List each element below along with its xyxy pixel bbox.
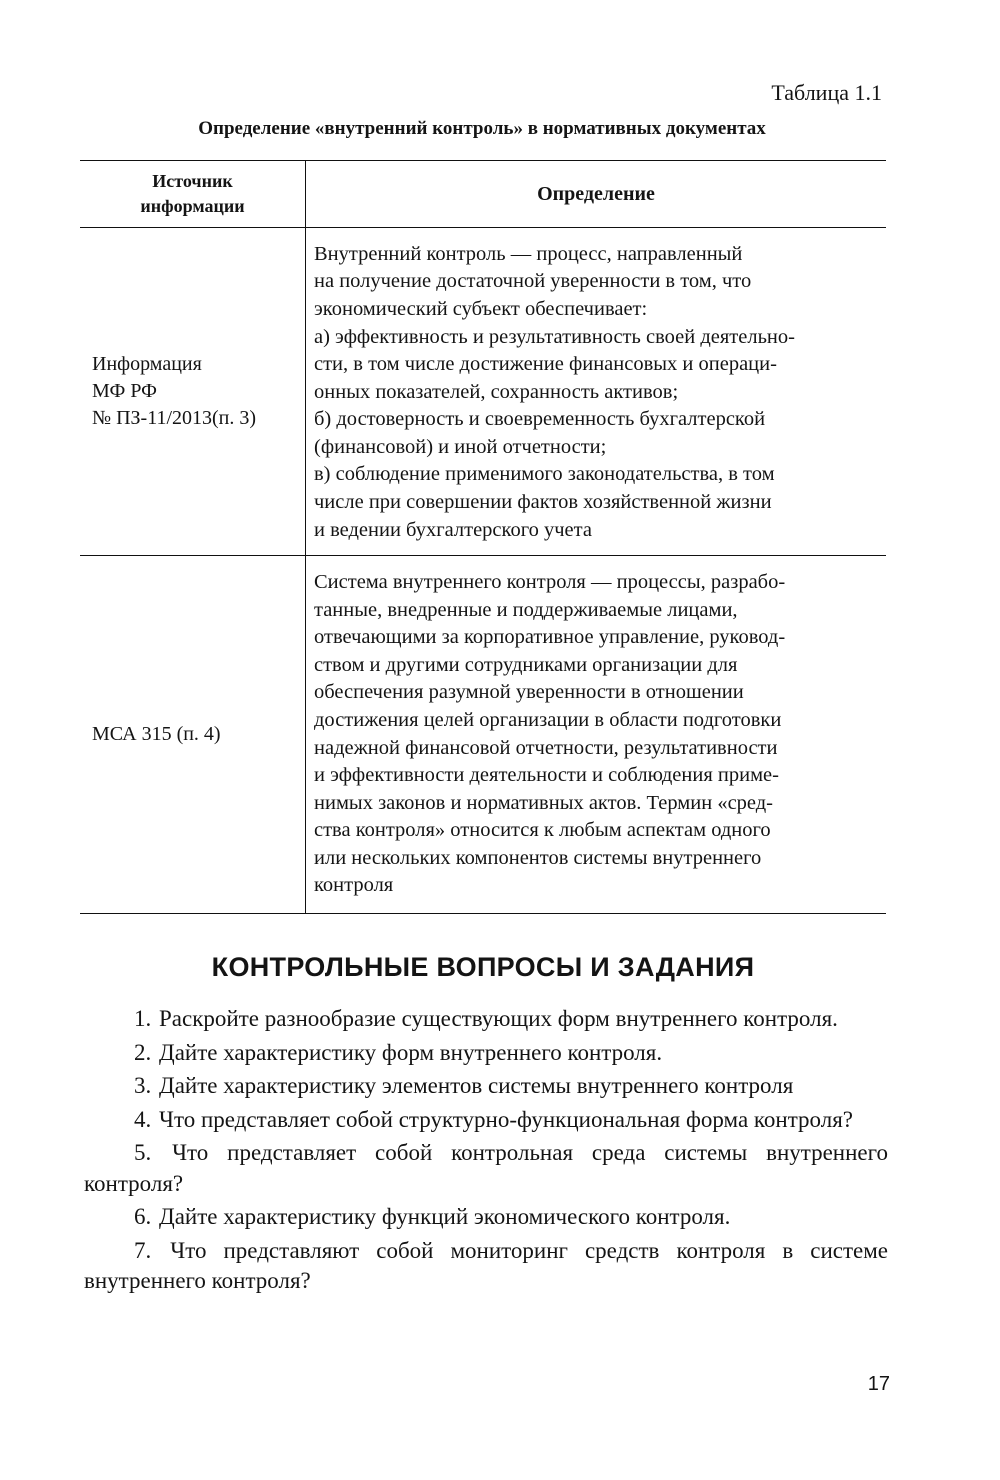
header-definition: Определение — [306, 161, 887, 228]
table-row — [80, 556, 886, 914]
definition-line: или нескольких компонентов системы внутреннего — [314, 846, 762, 869]
source-line: МСА 315 (п. 4) — [92, 723, 221, 745]
question-number: 7. — [134, 1237, 152, 1263]
source-cell — [80, 228, 306, 556]
definition-cell — [306, 556, 887, 914]
question-item — [84, 1138, 888, 1199]
question-text: Что представляет собой контрольная среда системы внутреннего контроля? — [84, 1140, 888, 1196]
table-title: Определение «внутренний контроль» в нормативных документах — [198, 118, 766, 139]
source-line: МФ РФ — [92, 380, 157, 402]
source-cell — [80, 556, 306, 914]
definition-line: танные, внедренные и поддерживаемые лицами, — [314, 598, 738, 621]
question-number: 5. — [134, 1140, 152, 1165]
header-source — [80, 161, 306, 228]
definition-line: отвечающими за корпоративное управление, руковод- — [314, 626, 786, 649]
question-item — [84, 1105, 888, 1136]
header-source-line1: Источник — [152, 171, 233, 191]
definition-line: а) эффективность и результативность своей деятельно- — [314, 325, 795, 348]
definitions-table — [80, 160, 886, 914]
section-heading: КОНТРОЛЬНЫЕ ВОПРОСЫ И ЗАДАНИЯ — [211, 952, 755, 982]
question-text: Что представляют собой мониторинг средств контроля в системе внутреннего контроля? — [84, 1237, 888, 1293]
definition-line: в) соблюдение применимого законодательства, в том — [314, 463, 775, 486]
definition-line: ства контроля» относится к любым аспектам одного — [314, 819, 771, 842]
definition-line: ством и другими сотрудниками организации для — [314, 653, 738, 676]
definition-line: онных показателей, сохранность активов; — [314, 380, 679, 403]
definition-line: и ведении бухгалтерского учета — [314, 518, 592, 541]
table-label: Таблица 1.1 — [771, 80, 882, 105]
question-text: Дайте характеристику функций экономического контроля. — [159, 1204, 731, 1229]
definition-line: контроля — [314, 874, 394, 897]
question-item — [84, 1071, 888, 1102]
question-number: 1. — [134, 1006, 152, 1031]
question-text: Что представляет собой структурно-функциональная форма контроля? — [159, 1106, 854, 1132]
definition-line: на получение достаточной уверенности в том, что — [314, 270, 752, 293]
definition-line: сти, в том числе достижение финансовых и операци- — [314, 353, 777, 376]
question-item — [84, 1202, 888, 1233]
question-number: 3. — [134, 1073, 152, 1098]
question-item — [84, 1004, 888, 1035]
source-line: Информация — [92, 353, 202, 375]
table-row — [80, 228, 886, 556]
definition-line: экономический субъект обеспечивает: — [314, 297, 648, 320]
question-number: 4. — [134, 1106, 152, 1132]
definition-cell — [306, 228, 887, 556]
definition-line: достижения целей организации в области подготовки — [314, 708, 782, 731]
question-item — [84, 1236, 888, 1297]
source-line: № ПЗ-11/2013(п. 3) — [92, 407, 257, 429]
definition-line: и эффективности деятельности и соблюдения приме- — [314, 764, 779, 787]
definition-line: (финансовой) и иной отчетности; — [314, 435, 607, 458]
definition-line: нимых законов и нормативных актов. Термин «сред- — [314, 791, 773, 814]
definition-line: Система внутреннего контроля — процессы, разрабо- — [314, 570, 786, 593]
question-text: Дайте характеристику форм внутреннего контроля. — [159, 1039, 663, 1065]
question-item — [84, 1038, 888, 1069]
question-text: Дайте характеристику элементов системы внутреннего контроля — [159, 1073, 794, 1098]
definition-line: числе при совершении фактов хозяйственной жизни — [314, 491, 772, 514]
question-number: 2. — [134, 1039, 152, 1065]
definition-line: б) достоверность и своевременность бухгалтерской — [314, 408, 766, 431]
definition-line: Внутренний контроль — процесс, направленный — [314, 242, 743, 265]
table-header-row — [80, 161, 886, 228]
questions-list — [84, 1004, 888, 1300]
definition-line: надежной финансовой отчетности, результативности — [314, 736, 778, 759]
question-text: Раскройте разнообразие существующих форм внутреннего контроля. — [159, 1006, 838, 1031]
definition-line: обеспечения разумной уверенности в отношении — [314, 681, 744, 704]
question-number: 6. — [134, 1204, 152, 1229]
header-source-line2: информации — [140, 196, 245, 216]
page-number: 17 — [867, 1373, 890, 1395]
